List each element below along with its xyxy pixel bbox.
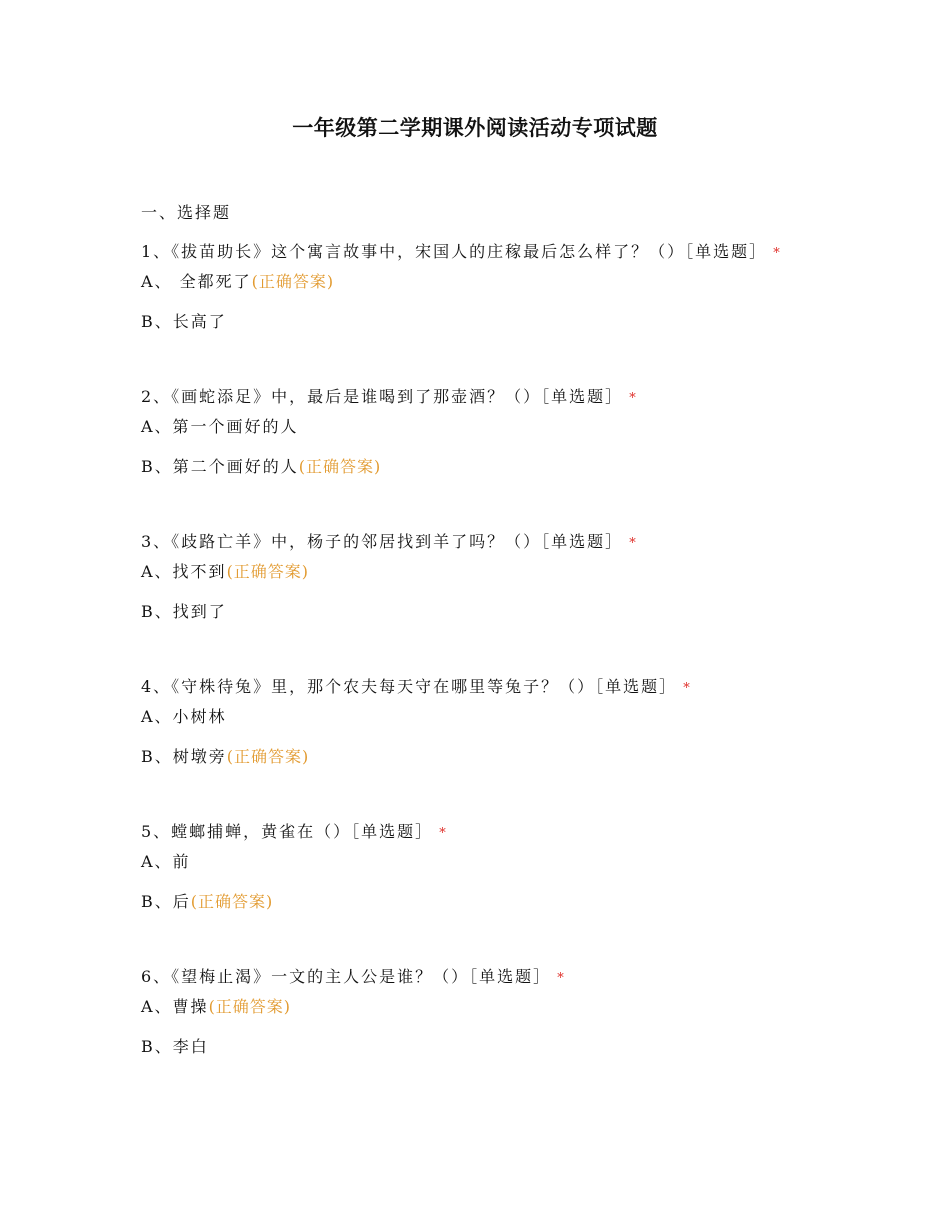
- question-text: [141, 240, 841, 264]
- question-6: [141, 965, 841, 1059]
- question-label: 4、《守株待兔》里，那个农夫每天守在哪里等兔子？（）［单选题］: [141, 677, 678, 696]
- option-a[interactable]: [141, 705, 841, 729]
- question-5: [141, 820, 841, 914]
- correct-answer-marker: (正确答案): [226, 562, 310, 581]
- option-b[interactable]: [141, 455, 841, 479]
- question-text: [141, 965, 841, 989]
- question-label: 2、《画蛇添足》中，最后是谁喝到了那壶酒？（）［单选题］: [141, 387, 624, 406]
- correct-answer-marker: (正确答案): [226, 747, 310, 766]
- correct-answer-marker: (正确答案): [190, 892, 274, 911]
- option-a[interactable]: [141, 995, 841, 1019]
- option-label: B、李白: [141, 1037, 209, 1056]
- question-text: [141, 530, 841, 554]
- option-label: B、找到了: [141, 602, 227, 621]
- required-asterisk: *: [683, 681, 690, 696]
- option-label: A、前: [141, 852, 191, 871]
- option-label: B、长高了: [141, 312, 227, 331]
- option-a[interactable]: [141, 850, 841, 874]
- question-4: [141, 675, 841, 769]
- question-label: 6、《望梅止渴》一文的主人公是谁？（）［单选题］: [141, 967, 552, 986]
- question-text: [141, 385, 841, 409]
- option-label: A、曹操: [141, 997, 209, 1016]
- page-title: 一年级第二学期课外阅读活动专项试题: [292, 115, 658, 140]
- option-label: B、第二个画好的人: [141, 457, 299, 476]
- required-asterisk: *: [557, 971, 564, 986]
- question-text: [141, 820, 841, 844]
- required-asterisk: *: [773, 246, 780, 261]
- option-b[interactable]: [141, 890, 841, 914]
- correct-answer-marker: (正确答案): [251, 272, 335, 291]
- option-label: A、小树林: [141, 707, 227, 726]
- correct-answer-marker: (正确答案): [298, 457, 382, 476]
- option-b[interactable]: [141, 745, 841, 769]
- option-b[interactable]: [141, 310, 841, 334]
- question-3: [141, 530, 841, 624]
- question-label: 3、《歧路亡羊》中，杨子的邻居找到羊了吗？（）［单选题］: [141, 532, 624, 551]
- option-a[interactable]: [141, 560, 841, 584]
- question-text: [141, 675, 841, 699]
- required-asterisk: *: [629, 391, 636, 406]
- option-b[interactable]: [141, 1035, 841, 1059]
- option-label: A、找不到: [141, 562, 227, 581]
- section-heading: 一、选择题: [141, 203, 232, 222]
- correct-answer-marker: (正确答案): [208, 997, 292, 1016]
- question-1: [141, 240, 841, 334]
- option-a[interactable]: [141, 415, 841, 439]
- question-2: [141, 385, 841, 479]
- option-label: A、 全都死了: [141, 272, 252, 291]
- option-a[interactable]: [141, 270, 841, 294]
- required-asterisk: *: [439, 826, 446, 841]
- required-asterisk: *: [629, 536, 636, 551]
- option-label: B、树墩旁: [141, 747, 227, 766]
- option-b[interactable]: [141, 600, 841, 624]
- option-label: B、后: [141, 892, 191, 911]
- question-label: 1、《拔苗助长》这个寓言故事中，宋国人的庄稼最后怎么样了？（）［单选题］: [141, 242, 768, 261]
- question-label: 5、螳螂捕蝉，黄雀在（）［单选题］: [141, 822, 434, 841]
- option-label: A、第一个画好的人: [141, 417, 299, 436]
